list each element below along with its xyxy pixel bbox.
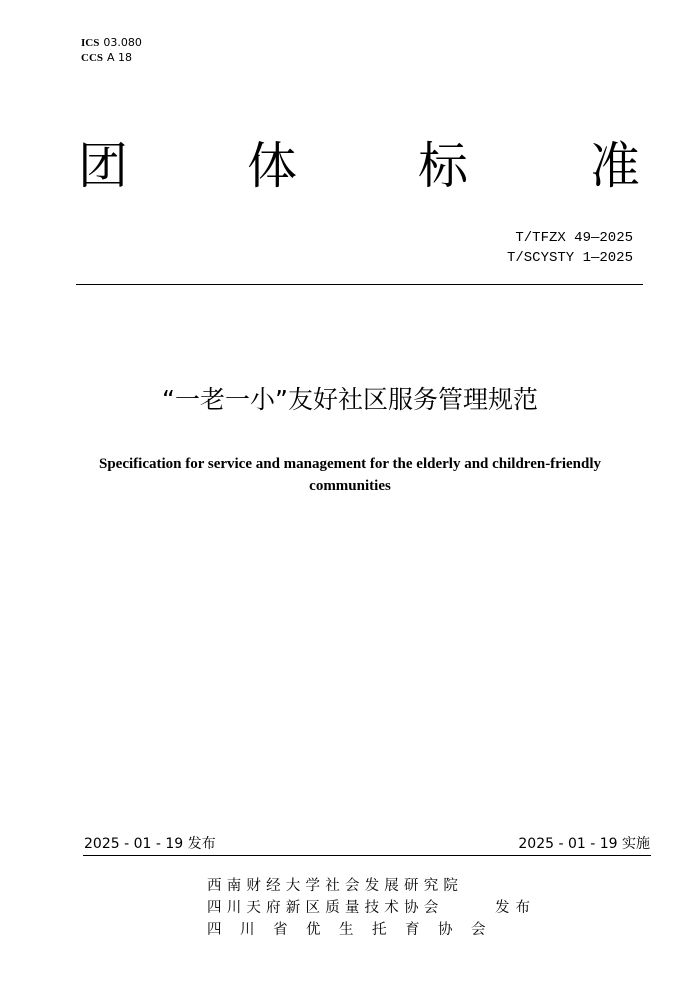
standard-number: T/TFZX 49—2025 (515, 230, 633, 246)
title-chinese: “一老一小”友好社区服务管理规范 (162, 385, 538, 414)
footer-divider (83, 855, 651, 856)
ics-value: 03.080 (103, 36, 142, 49)
issue-label: 发布 (495, 900, 536, 916)
issuer-name: 西南财经大学社会发展研究院 (207, 878, 464, 894)
standard-type-char: 团 (78, 137, 128, 195)
title-english: Specification for service and management for the elderly and children-friendly communities (98, 456, 602, 494)
ccs-code (81, 52, 132, 64)
ics-label: ICS (81, 37, 100, 49)
ccs-label: CCS (81, 52, 104, 64)
standard-type-char: 体 (247, 137, 297, 195)
publish-date: 2025 - 01 - 19 发布 (84, 836, 216, 852)
standard-type-char: 准 (590, 137, 640, 195)
implement-date: 2025 - 01 - 19 实施 (518, 836, 650, 852)
issuer-name: 四川天府新区质量技术协会 (207, 900, 444, 916)
header-divider (76, 284, 643, 285)
issuer-name: 四川省优生托育协会 (207, 922, 504, 938)
standard-number: T/SCYSTY 1—2025 (506, 250, 633, 266)
standard-type-char: 标 (418, 137, 468, 195)
ics-code (81, 37, 142, 49)
ccs-value: A 18 (107, 51, 133, 64)
